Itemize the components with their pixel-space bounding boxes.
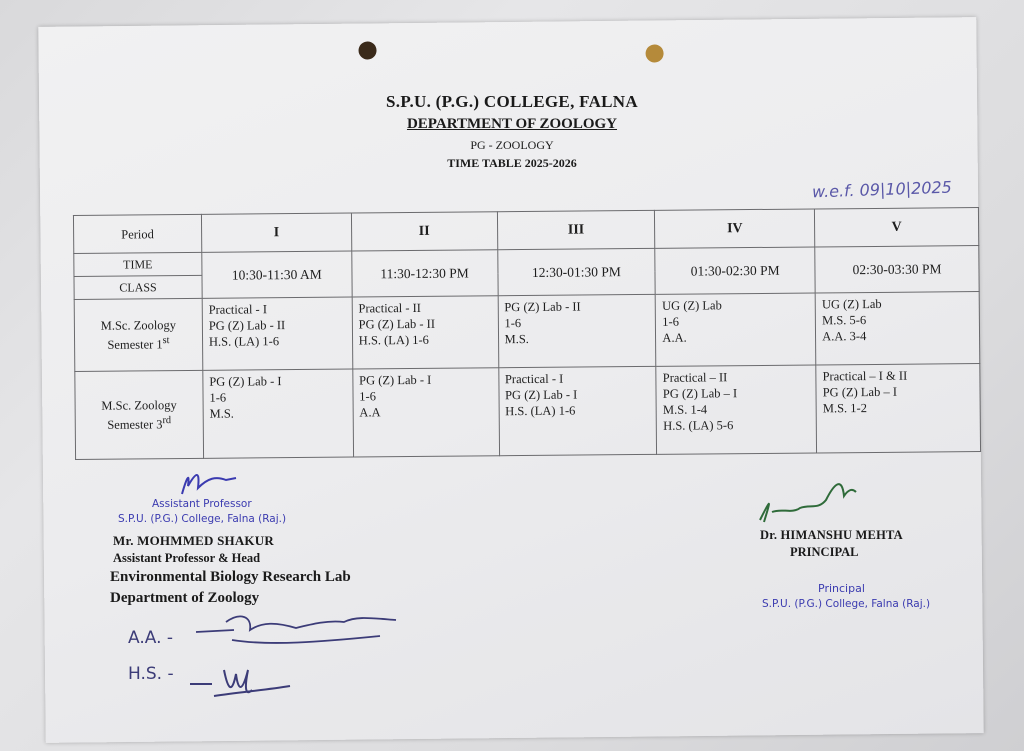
aa-handwritten-label: A.A. - [128,628,174,648]
slot-line: 1-6 [359,389,376,404]
table-row [74,292,980,372]
slot-line: M.S. 5-6 [821,313,867,328]
semester-suffix: rd [162,415,172,427]
slot-line: H.S. (LA) 1-6 [208,334,280,349]
slot-line: 1-6 [662,314,679,329]
class-name: M.Sc. Zoology [101,397,177,413]
slot-cell [815,292,979,365]
slot-line: PG (Z) Lab – I [822,384,898,400]
period-5: V [815,208,979,247]
time-4: 01:30-02:30 PM [655,247,815,294]
department-title: DEPARTMENT OF ZOOLOGY [406,116,618,132]
left-signatory-name: Mr. MOHMMED SHAKUR [113,533,274,548]
slot-line: 1-6 [504,316,522,331]
timetable [73,207,981,460]
slot-line: H.S. (LA) 1-6 [358,332,429,348]
slot-cell [352,296,498,369]
slot-line: PG (Z) Lab - II [358,316,436,332]
slot-line: A.A. 3-4 [822,329,867,344]
left-stamp-title: Assistant Professor [152,498,252,510]
timetable-title: TIME TABLE 2025-2026 [447,156,577,170]
hs-handwritten-label: H.S. - [128,664,174,684]
slot-line: PG (Z) Lab - II [208,318,286,333]
left-signatory-title: Assistant Professor & Head [113,551,261,565]
slot-line: Practical - II [358,300,422,316]
slot-line: PG (Z) Lab - I [209,374,282,389]
left-stamp-college: S.P.U. (P.G.) College, Falna (Raj.) [118,513,287,525]
slot-line: UG (Z) Lab [821,296,882,312]
period-3: III [497,210,655,249]
slot-line: A.A [359,405,381,420]
principal-stamp-college: S.P.U. (P.G.) College, Falna (Raj.) [762,598,931,610]
slot-line: Practical – I & II [822,368,908,384]
punch-hole-right [645,44,663,62]
time-3: 12:30-01:30 PM [497,248,655,295]
semester-label: Semester 3 [107,417,163,432]
slot-line: Practical - I [504,371,564,387]
slot-line: 1-6 [209,390,227,405]
college-title: S.P.U. (P.G.) COLLEGE, FALNA [386,92,638,111]
principal-stamp-title: Principal [818,582,865,595]
slot-line: M.S. [209,406,234,421]
slot-line: M.S. 1-2 [822,401,867,416]
slot-cell [498,366,657,455]
slot-cell [202,297,352,370]
class-name: M.Sc. Zoology [100,317,177,333]
punch-hole-left [358,41,376,59]
slot-line: PG (Z) Lab – I [662,386,738,401]
left-signatory-dept: Department of Zoology [110,590,260,606]
slot-cell [498,294,656,367]
time-1: 10:30-11:30 AM [202,251,352,298]
period-label: Period [73,214,201,253]
program-title: PG - ZOOLOGY [470,138,554,152]
left-signatory-lab: Environmental Biology Research Lab [110,569,351,585]
class-cell-sem1 [74,298,202,371]
slot-cell [656,293,816,366]
slot-cell [816,364,981,453]
time-5: 02:30-03:30 PM [815,246,979,293]
slot-line: Practical - I [208,302,268,317]
slot-line: UG (Z) Lab [662,298,722,313]
period-2: II [351,212,497,251]
period-4: IV [655,209,815,248]
slot-line: PG (Z) Lab - I [359,372,432,388]
principal-title: PRINCIPAL [790,545,859,559]
slot-cell [656,365,817,454]
time-2: 11:30-12:30 PM [351,250,497,297]
semester-label: Semester 1 [107,337,163,352]
period-1: I [201,213,351,252]
class-label: CLASS [74,275,202,299]
time-label: TIME [74,252,202,276]
slot-line: H.S. (LA) 5-6 [663,418,734,433]
slot-line: PG (Z) Lab - I [505,387,578,403]
table-row [75,364,981,460]
slot-line: H.S. (LA) 1-6 [505,403,576,419]
slot-line: PG (Z) Lab - II [504,299,581,315]
semester-suffix: st [162,335,170,347]
class-cell-sem3 [75,370,204,459]
slot-line: M.S. [504,331,529,347]
principal-name: Dr. HIMANSHU MEHTA [760,528,903,542]
wef-handwritten-note: w.e.f. 09|10|2025 [811,177,953,202]
slot-cell [353,368,500,457]
slot-line: M.S. 1-4 [662,402,708,417]
slot-cell [203,369,354,458]
slot-line: Practical – II [662,370,728,385]
slot-line: A.A. [662,330,687,345]
